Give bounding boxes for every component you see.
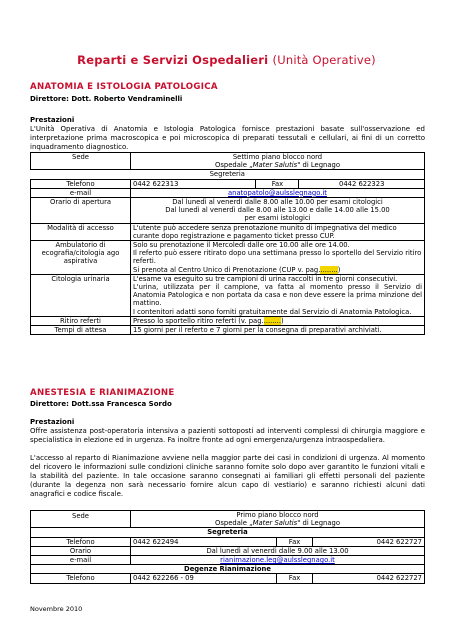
email-link[interactable]: anatopatolo@aulsslegnago.it — [228, 188, 327, 197]
telefono-label: Telefono — [31, 179, 131, 188]
email-link[interactable]: rianimazione.leg@aulsslegnago.it — [220, 556, 335, 565]
table-row — [31, 511, 425, 528]
table-row — [31, 223, 425, 240]
ritiro-label: Ritiro referti — [31, 316, 131, 325]
citologia-line-1: L'esame va eseguito su tre campioni di urina raccolti in tre giorni consecutivi. — [133, 274, 398, 283]
prestazioni-label-anatomia: Prestazioni — [30, 116, 75, 124]
director-anatomia: Direttore: Dott. Roberto Vendraminelli — [30, 95, 183, 103]
email-label: e-mail — [31, 556, 131, 565]
citologia-line-2: L'urina, utilizzata per il campione, va fatta al momento presso il Servizio di Anatomia Patologica e non portata da casa e non deve essere la prima minzione del mattino. — [133, 283, 422, 308]
info-table-anatomia — [30, 152, 425, 335]
email-label: e-mail — [31, 188, 131, 197]
orario-line-3: per esami istologici — [244, 214, 311, 223]
director-anestesia: Direttore: Dott.ssa Francesca Sordo — [30, 400, 172, 408]
table-row — [31, 198, 425, 224]
footer-date: Novembre 2010 — [30, 605, 83, 613]
sede-line-2a: Ospedale „ — [215, 519, 253, 528]
ritiro-text: Presso lo sportello ritiro referti (v. pag. — [133, 316, 264, 325]
citologia-value — [131, 274, 425, 316]
info-table-anestesia — [30, 510, 425, 584]
telefono-label: Telefono — [31, 574, 131, 583]
table-row — [31, 316, 425, 325]
ambulatorio-label: Ambulatorio di ecografia/citologia ago aspirativa — [31, 241, 131, 275]
title-sub: (Unità Operative) — [272, 53, 376, 67]
ambulatorio-line-3b: ) — [337, 265, 341, 274]
citologia-label: Citologia urinaria — [31, 274, 131, 316]
prestazioni-label-anestesia: Prestazioni — [30, 418, 75, 426]
ambulatorio-line-2: Il referto può essere ritirato dopo una settimana presso lo sportello del Servizio ritiro referti. — [133, 249, 422, 266]
sede-line-1: Settimo piano blocco nord — [232, 153, 323, 161]
tempi-label: Tempi di attesa — [31, 326, 131, 335]
tempi-value: 15 giorni per il referto e 7 giorni per la consegna di preparativi archiviati. — [131, 326, 425, 335]
sede-line-2b: Mater Salutis — [252, 519, 298, 528]
sede-label: Sede — [31, 153, 131, 170]
email-cell — [131, 188, 425, 197]
page-ref-highlight: ........ — [320, 265, 338, 274]
telefono-value: 0442 622266 - 09 — [131, 574, 277, 583]
ambulatorio-value — [131, 241, 425, 275]
table-row — [31, 170, 425, 179]
sede-value — [131, 153, 425, 170]
fax-value: 0442 622727 — [313, 574, 425, 583]
sede-line-2c: " di Legnago — [297, 161, 340, 170]
telefono-value: 0442 622494 — [131, 537, 277, 546]
segreteria-heading: Segreteria — [31, 528, 425, 537]
table-row — [31, 179, 425, 188]
modalita-value: L'utente può accedere senza prenotazione munito di impegnativa del medico curante dopo registrazione e pagamento ticket presso CUP. — [131, 223, 425, 240]
prestazioni-text-anestesia-2: L'accesso al reparto di Rianimazione avviene nella maggior parte dei casi in condizioni di urgenza. Al momento del ricovero le informazioni sulle condizioni cliniche saranno fornite solo dopo aver garantito le funzioni vitali e la stabilità del paziente. In tale occasione saranno consegnati ai familiari gli effetti personali del paziente (durante la degenza non sarà necessario fornire alcun capo di vestiario) e saranno richiesti alcuni dati anagrafici e codice fiscale. — [30, 454, 425, 498]
sede-label: Sede — [31, 511, 131, 528]
page-title — [0, 53, 453, 67]
sede-line-2b: Mater Salutis — [252, 161, 298, 170]
table-row — [31, 565, 425, 574]
sede-line-2c: " di Legnago — [297, 519, 340, 528]
prestazioni-text-anatomia: L'Unità Operativa di Anatomia e Istologia Patologica fornisce prestazioni basate sull'osservazione ed interpretazione prima macroscopica e poi microscopica di preparati tessutali e cellulari, ai fini di un corretto inquadramento diagnostico. — [30, 125, 425, 151]
ritiro-close: ) — [281, 316, 284, 325]
citologia-line-3: I contenitori adatti sono forniti gratuitamente dal Servizio di Anatomia Patologica. — [133, 307, 412, 316]
modalita-label: Modalità di accesso — [31, 223, 131, 240]
table-row — [31, 528, 425, 537]
fax-value: 0442 622727 — [313, 537, 425, 546]
ambulatorio-line-1: Solo su prenotazione il Mercoledì dalle ore 10.00 alle ore 14.00. — [133, 241, 350, 250]
segreteria-heading: Segreteria — [31, 170, 425, 179]
title-main: Reparti e Servizi Ospedalieri — [77, 53, 269, 67]
table-row — [31, 546, 425, 555]
degenze-heading: Degenze Rianimazione — [31, 565, 425, 574]
sede-value — [131, 511, 425, 528]
telefono-label: Telefono — [31, 537, 131, 546]
fax-label: Fax — [276, 574, 313, 583]
table-row — [31, 556, 425, 565]
orario-line-2: Dal lunedì al venerdì dalle 8.00 alle 13.00 e dalle 14.00 alle 15.00 — [165, 206, 390, 215]
table-row — [31, 241, 425, 275]
section-heading-anatomia: ANATOMIA E ISTOLOGIA PATOLOGICA — [30, 82, 218, 92]
fax-label: Fax — [276, 537, 313, 546]
ambulatorio-line-3a: Si prenota al Centro Unico di Prenotazione (CUP v. pag. — [133, 265, 321, 274]
table-row — [31, 537, 425, 546]
orario-value — [131, 198, 425, 224]
section-heading-anestesia: ANESTESIA E RIANIMAZIONE — [30, 388, 175, 398]
orario-label: Orario di apertura — [31, 198, 131, 224]
email-cell — [131, 556, 425, 565]
table-row — [31, 274, 425, 316]
prestazioni-text-anestesia-1: Offre assistenza post-operatoria intensiva a pazienti sottoposti ad interventi complessi di chirurgia maggiore e specialistica in elezione ed in urgenza. Fa inoltre fronte ad ogni emergenza/urgenza intraospedaliera. — [30, 427, 425, 444]
fax-value: 0442 622323 — [299, 179, 425, 188]
table-row — [31, 153, 425, 170]
sede-line-2a: Ospedale „ — [215, 161, 253, 170]
orario-value: Dal lunedì al venerdì dalle 9.00 alle 13.00 — [131, 546, 425, 555]
orario-label: Orario — [31, 546, 131, 555]
sede-line-1: Primo piano blocco nord — [236, 511, 319, 519]
orario-line-1: Dal lunedì al venerdì dalle 8.00 alle 10.00 per esami citologici — [172, 198, 383, 207]
page-ref-highlight: ........ — [263, 316, 281, 325]
table-row — [31, 188, 425, 197]
ritiro-value — [131, 316, 425, 325]
table-row — [31, 326, 425, 335]
table-row — [31, 574, 425, 583]
telefono-value: 0442 622313 — [131, 179, 256, 188]
fax-label: Fax — [256, 179, 299, 188]
